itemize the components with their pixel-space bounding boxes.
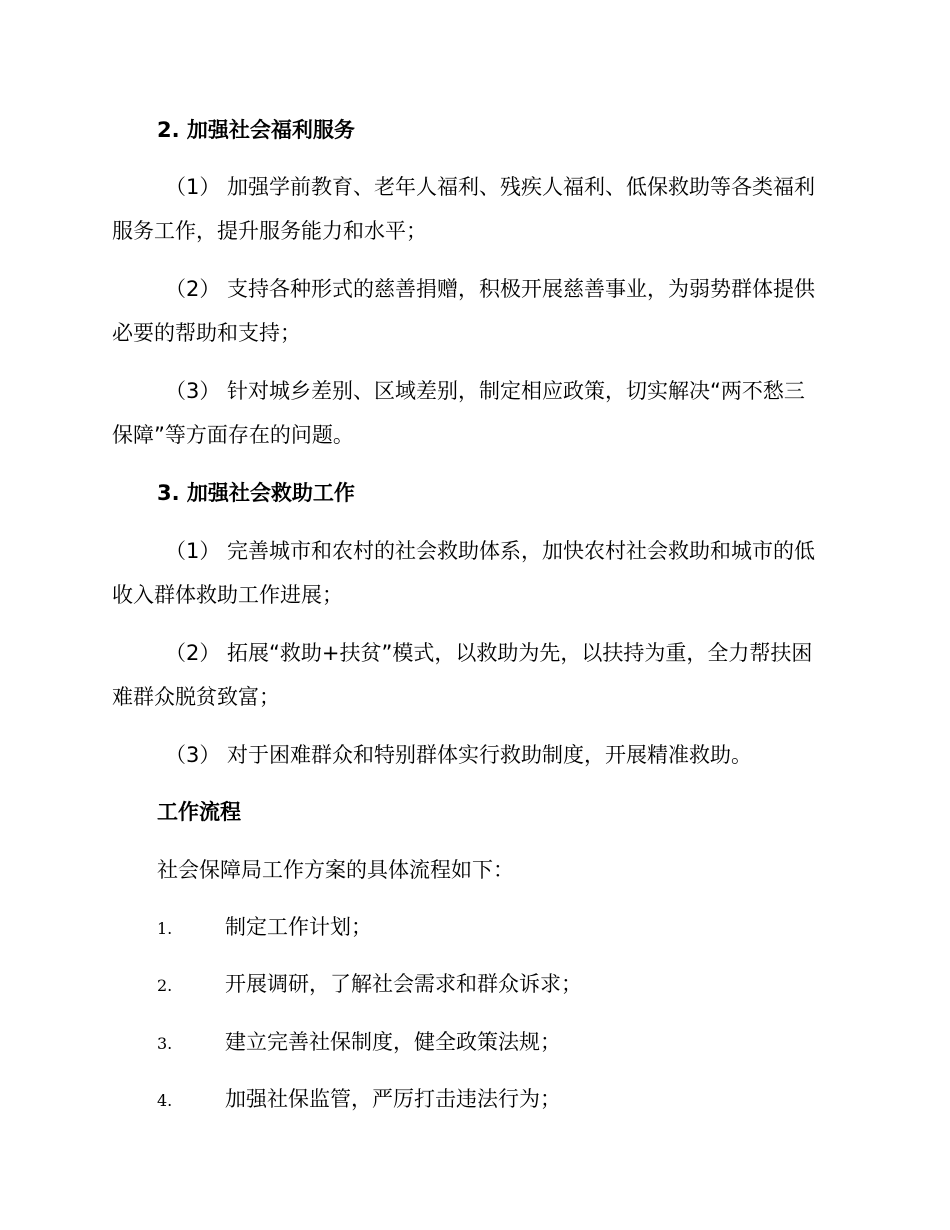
- paragraph-first-line: （2） 拓展“救助+扶贫”模式，以救助为先，以扶持为重，全力帮扶困: [165, 641, 813, 665]
- workflow-step-3: [157, 1027, 561, 1057]
- section-3-heading: 3. 加强社会救助工作: [157, 481, 355, 505]
- paragraph-continuation: 保障”等方面存在的问题。: [112, 423, 354, 447]
- workflow-step-2: [157, 969, 582, 999]
- paragraph-continuation: 收入群体救助工作进展；: [112, 583, 343, 607]
- step-text: 开展调研，了解社会需求和群众诉求；: [225, 972, 582, 996]
- step-number: 1.: [157, 919, 173, 938]
- section-3-item-2: [112, 631, 840, 719]
- step-number: 2.: [157, 976, 173, 995]
- paragraph-first-line: （2） 支持各种形式的慈善捐赠，积极开展慈善事业，为弱势群体提供: [165, 277, 816, 301]
- paragraph-first-line: （1） 加强学前教育、老年人福利、残疾人福利、低保救助等各类福利: [165, 175, 816, 199]
- paragraph-first-line: （1） 完善城市和农村的社会救助体系，加快农村社会救助和城市的低: [165, 539, 816, 563]
- section-3-item-1: [112, 529, 840, 617]
- section-2-item-1: [112, 165, 840, 253]
- workflow-step-1: [157, 912, 372, 942]
- step-number: 3.: [157, 1034, 173, 1053]
- section-2-item-3: [112, 369, 840, 457]
- paragraph-first-line: （3） 针对城乡差别、区域差别，制定相应政策，切实解决“两不愁三: [165, 379, 805, 403]
- paragraph-continuation: 服务工作，提升服务能力和水平；: [112, 219, 427, 243]
- section-2-heading: 2. 加强社会福利服务: [157, 118, 355, 142]
- workflow-heading: 工作流程: [157, 800, 241, 824]
- step-text: 制定工作计划；: [225, 915, 372, 939]
- step-text: 建立完善社保制度，健全政策法规；: [225, 1030, 561, 1054]
- section-2-item-2: [112, 267, 840, 355]
- paragraph-first-line: （3） 对于困难群众和特别群体实行救助制度，开展精准救助。: [165, 743, 753, 767]
- step-text: 加强社保监管，严厉打击违法行为；: [225, 1087, 561, 1111]
- workflow-intro: 社会保障局工作方案的具体流程如下：: [157, 858, 514, 882]
- paragraph-continuation: 难群众脱贫致富；: [112, 685, 280, 709]
- section-3-item-3: [112, 733, 840, 777]
- workflow-step-4: [157, 1084, 561, 1114]
- paragraph-continuation: 必要的帮助和支持；: [112, 321, 301, 345]
- step-number: 4.: [157, 1091, 173, 1110]
